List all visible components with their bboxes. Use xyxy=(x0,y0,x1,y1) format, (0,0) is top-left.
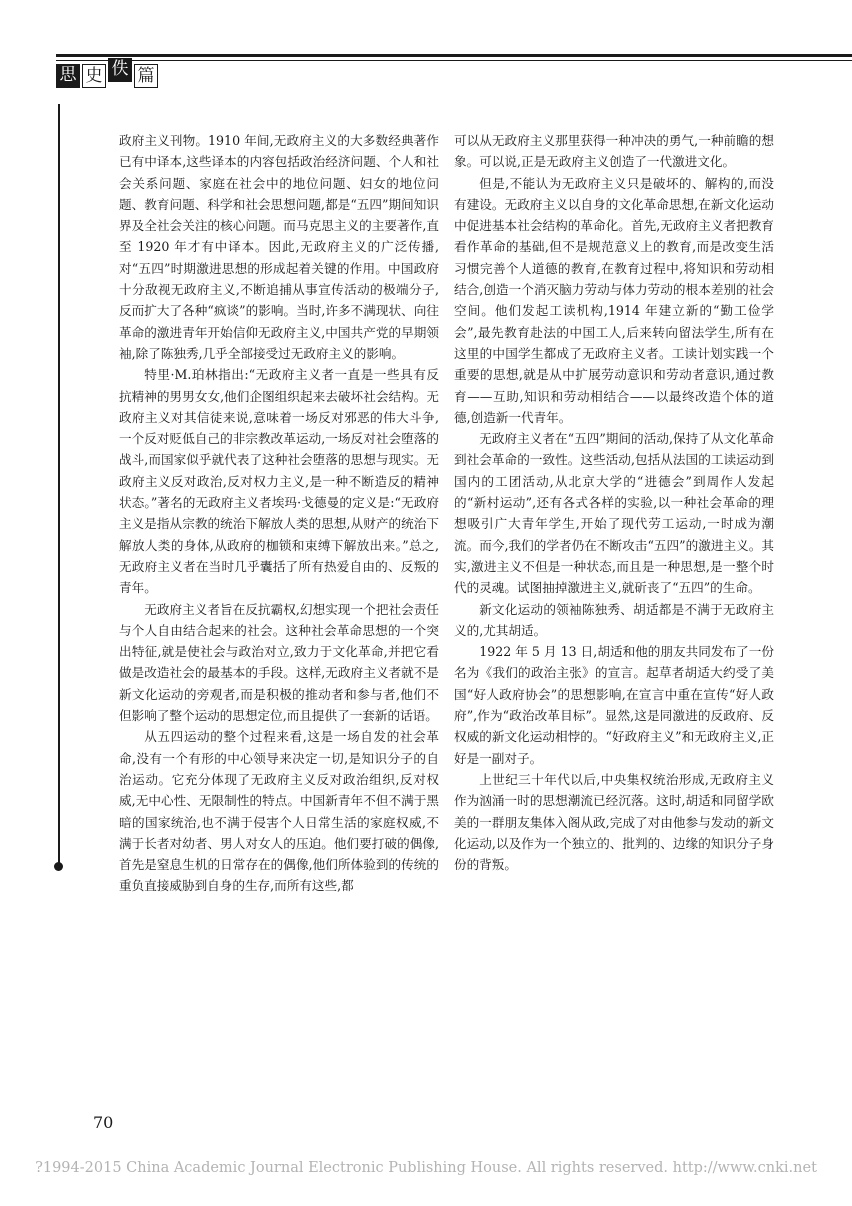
column-header-char-3: 佚 xyxy=(108,58,132,82)
paragraph: 无政府主义者在“五四”期间的活动,保持了从文化革命到社会革命的一致性。这些活动,包括从法国的工读运动到国内的工团活动,从北京大学的“进德会”到周作人发起的“新村运动”,还有各式各样的实验,以一种社会革命的理想吸引广大青年学生,开始了现代劳工运动,一时成为潮流。而今,我们的学者仍在不断攻击“五四”的激进主义。其实,激进主义不但是一种状态,而且是一种思想,是一整个时代的灵魂。试图抽掉激进主义,就斫丧了“五四”的生命。 xyxy=(454,431,774,596)
paragraph: 上世纪三十年代以后,中央集权统治形成,无政府主义作为汹涌一时的思想潮流已经沉落。这时,胡适和同留学欧美的一群朋友集体入阁从政,完成了对由他参与发动的新文化运动,以及作为一个独立的、批判的、边缘的知识分子身份的背叛。 xyxy=(454,771,774,873)
paragraph: 1922 年 5 月 13 日,胡适和他的朋友共同发布了一份名为《我们的政治主张》的宣言。起草者胡适大约受了美国“好人政府协会”的思想影响,在宣言中重在宣传“好人政府”,作为“政治改革目标”。显然,这是同激进的反政府、反权威的新文化运动相悖的。“好政府主义”和无政府主义,正好是一副对子。 xyxy=(454,644,774,766)
margin-vertical-rule xyxy=(58,104,60,866)
paragraph: 新文化运动的领袖陈独秀、胡适都是不满于无政府主义的,尤其胡适。 xyxy=(454,601,774,638)
column-header-char-1: 思 xyxy=(56,64,80,88)
header-rule-thick xyxy=(56,54,852,57)
column-header-char-4: 篇 xyxy=(134,64,158,88)
paragraph: 从五四运动的整个过程来看,这是一场自发的社会革命,没有一个有形的中心领导来决定一切,是知识分子的自治运动。它充分体现了无政府主义反对政治组织,反对权威,无中心性、无限制性的特点。中国新青年不但不满于黑暗的国家统治,也不满于侵害个人日常生活的家庭权威,不满于长者对幼者、男人对女人的压迫。他们要打破的偶像,首先是窒息生机的日常存在的偶像,他们所体验到的传统的重负直接威胁到自身的生存,而所有这些,都 xyxy=(119,729,439,894)
paragraph: 无政府主义者旨在反抗霸权,幻想实现一个把社会责任与个人自由结合起来的社会。这种社会革命思想的一个突出特征,就是使社会与政治对立,致力于文化革命,并把它看做是改造社会的最基本的手段。这样,无政府主义者就不是新文化运动的旁观者,而是积极的推动者和参与者,他们不但影响了整个运动的思想定位,而且提供了一套新的话语。 xyxy=(119,601,439,724)
column-header-char-2: 史 xyxy=(82,64,106,88)
copyright-footer: ?1994-2015 China Academic Journal Electronic Publishing House. All rights reserved. http://www.cnki.net xyxy=(35,1160,817,1176)
left-text-column xyxy=(119,130,439,897)
header-rule-thin xyxy=(56,60,852,61)
margin-rule-dot xyxy=(54,862,63,871)
paragraph: 政府主义刊物。1910 年间,无政府主义的大多数经典著作已有中译本,这些译本的内容包括政治经济问题、个人和社会关系问题、家庭在社会中的地位问题、妇女的地位问题、教育问题、科学和社会思想问题,都是“五四”期间知识界及全社会关注的核心问题。而马克思主义的主要著作,直至 1920 年才有中译本。因此,无政府主义的广泛传播,对“五四”时期激进思想的形成起着关键的作用。中国政府十分敌视无政府主义,不断追捕从事宣传活动的极端分子,反而扩大了各种“疯谈”的影响。当时,许多不满现状、向往革命的激进青年开始信仰无政府主义,中国共产党的早期领袖,除了陈独秀,几乎全部接受过无政府主义的影响。 xyxy=(119,133,439,361)
paragraph: 可以从无政府主义那里获得一种冲决的勇气,一种前瞻的想象。可以说,正是无政府主义创造了一代激进文化。 xyxy=(454,133,774,170)
paragraph: 但是,不能认为无政府主义只是破坏的、解构的,而没有建设。无政府主义以自身的文化革命思想,在新文化运动中促进基本社会结构的革命化。首先,无政府主义者把教育看作革命的基础,但不是规范意义上的教育,而是改变生活习惯完善个人道德的教育,在教育过程中,将知识和劳动相结合,创造一个消灭脑力劳动与体力劳动的根本差别的社会空间。他们发起工读机构,1914 年建立新的“勤工俭学会”,最先教育赴法的中国工人,后来转向留法学生,所有在这里的中国学生都成了无政府主义者。工读计划实践一个重要的思想,就是从中扩展劳动意识和劳动者意识,通过教育——互助,知识和劳动相结合——以最终改造个体的道德,创造新一代青年。 xyxy=(454,175,774,425)
right-text-column xyxy=(454,130,774,875)
column-header xyxy=(56,59,158,88)
paragraph: 特里·M.珀林指出:“无政府主义者一直是一些具有反抗精神的男男女女,他们企图组织起来去破坏社会结构。无政府主义对其信徒来说,意味着一场反对邪恶的伟大斗争,一个反对贬低自己的非宗教改革运动,一场反对社会堕落的战斗,而国家似乎就代表了这种社会堕落的思想与现实。无政府主义反对政治,反对权力主义,是一种不断造反的精神状态。”著名的无政府主义者埃玛·戈德曼的定义是:“无政府主义是指从宗教的统治下解放人类的思想,从财产的统治下解放人类的身体,从政府的枷锁和束缚下解放出来。”总之,无政府主义者在当时几乎囊括了所有热爱自由的、反叛的青年。 xyxy=(119,367,439,596)
page-number: 70 xyxy=(93,1113,114,1132)
